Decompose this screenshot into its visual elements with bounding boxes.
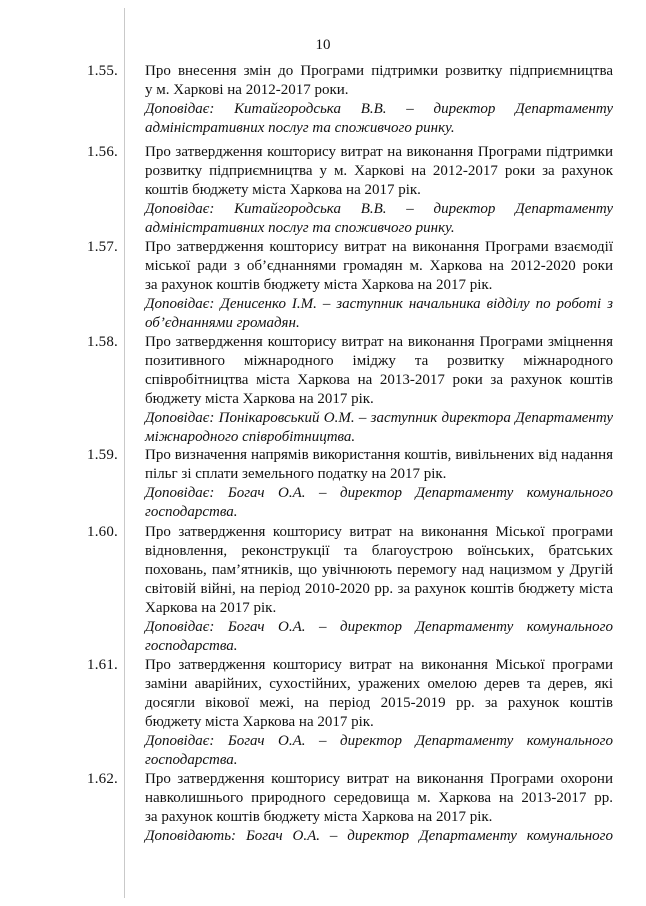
agenda-item-text-line: світовій війні, на період 2010-2020 рр. за рахунок коштів бюджету міста (145, 581, 613, 597)
agenda-item-speaker-line: Доповідає: Богач О.А. – директор Департаменту комунального (145, 619, 613, 635)
agenda-item-text-line: Про затвердження кошторису витрат на виконання Програми взаємодії (145, 239, 613, 255)
agenda-item-content (145, 62, 613, 138)
agenda-item-content (145, 523, 613, 656)
agenda-item-text-line: Про затвердження кошторису витрат на виконання Міської програми (145, 657, 613, 673)
agenda-item-text-line: у м. Харкові на 2012-2017 роки. (145, 82, 349, 98)
agenda-item-content (145, 656, 613, 770)
agenda-item-text-line: розвитку підприємництва у м. Харкові на 2012-2017 роки за рахунок (145, 163, 613, 179)
agenda-item-number: 1.59. (87, 447, 118, 463)
agenda-item-text-line: навколишнього природного середовища м. Харкова на 2013-2017 рр. (145, 790, 613, 806)
agenda-item-content (145, 238, 613, 333)
agenda-item-number: 1.55. (87, 63, 118, 79)
agenda-item-number: 1.62. (87, 771, 118, 787)
agenda-item-speaker-line: об’єднаннями громадян. (145, 315, 300, 331)
agenda-item-content (145, 333, 613, 447)
agenda-item-text-line: Про внесення змін до Програми підтримки розвитку підприємництва (145, 63, 613, 79)
agenda-item-text-line: співробітництва міста Харкова на 2013-2017 роки за рахунок коштів (145, 372, 613, 388)
agenda-item-speaker-line: Доповідає: Богач О.А. – директор Департаменту комунального (145, 733, 613, 749)
agenda-item-content (145, 446, 613, 522)
agenda-item-text-line: коштів бюджету міста Харкова на 2017 рік. (145, 182, 421, 198)
agenda-item-speaker-line: Доповідає: Денисенко І.М. – заступник начальника відділу по роботі з (145, 296, 613, 312)
agenda-item-text-line: поховань, пам’ятників, що увічнюють перемогу над нацизмом у Другій (145, 562, 613, 578)
agenda-item-text-line: відновлення, реконструкції та благоустрою воїнських, братських (145, 543, 613, 559)
agenda-item-text-line: за рахунок коштів бюджету міста Харкова на 2017 рік. (145, 809, 493, 825)
agenda-item-text-line: Про затвердження кошторису витрат на виконання Міської програми (145, 524, 613, 540)
agenda-item-speaker-line: Доповідає: Китайгородська В.В. – директор Департаменту (145, 101, 613, 117)
agenda-item-speaker-line: адміністративних послуг та споживчого ринку. (145, 220, 455, 236)
agenda-item-text-line: за рахунок коштів бюджету міста Харкова на 2017 рік. (145, 277, 493, 293)
agenda-item-text-line: заміни аварійних, сухостійних, уражених омелою дерев та дерев, які (145, 676, 613, 692)
agenda-item-text-line: досягли вікової межі, на період 2015-2019 рр. за рахунок коштів (145, 695, 613, 711)
agenda-item-text-line: міської ради з об’єднаннями громадян м. Харкова на 2012-2020 роки (145, 258, 613, 274)
agenda-item-text-line: Харкова на 2017 рік. (145, 600, 277, 616)
agenda-item-text-line: Про затвердження кошторису витрат на виконання Програми зміцнення (145, 334, 613, 350)
agenda-item-text-line: пільг зі сплати земельного податку на 2017 рік. (145, 466, 447, 482)
agenda-item-speaker-line: Доповідають: Богач О.А. – директор Департаменту комунального (145, 828, 613, 844)
agenda-item-speaker-line: Доповідає: Понікаровський О.М. – заступник директора Департаменту (145, 410, 613, 426)
agenda-item-text-line: бюджету міста Харкова на 2017 рік. (145, 391, 374, 407)
agenda-item-speaker-line: господарства. (145, 752, 238, 768)
agenda-item-content (145, 770, 613, 846)
agenda-item-text-line: Про затвердження кошторису витрат на виконання Програми охорони (145, 771, 613, 787)
agenda-item-number: 1.57. (87, 239, 118, 255)
agenda-item-speaker-line: господарства. (145, 638, 238, 654)
agenda-item-content (145, 143, 613, 238)
agenda-item-number: 1.58. (87, 334, 118, 350)
agenda-item-text-line: бюджету міста Харкова на 2017 рік. (145, 714, 374, 730)
agenda-item-number: 1.61. (87, 657, 118, 673)
page-number: 10 (315, 37, 331, 53)
agenda-item-number: 1.56. (87, 144, 118, 160)
agenda-item-text-line: Про затвердження кошторису витрат на виконання Програми підтримки (145, 144, 613, 160)
agenda-item-speaker-line: Доповідає: Китайгородська В.В. – директор Департаменту (145, 201, 613, 217)
agenda-item-text-line: Про визначення напрямів використання коштів, вивільнених від надання (145, 447, 613, 463)
agenda-item-speaker-line: господарства. (145, 504, 238, 520)
agenda-item-speaker-line: Доповідає: Богач О.А. – директор Департаменту комунального (145, 485, 613, 501)
margin-line (124, 8, 125, 898)
agenda-item-text-line: позитивного міжнародного іміджу та розвитку міжнародного (145, 353, 613, 369)
agenda-item-number: 1.60. (87, 524, 118, 540)
agenda-item-speaker-line: міжнародного співробітництва. (145, 429, 356, 445)
agenda-item-speaker-line: адміністративних послуг та споживчого ринку. (145, 120, 455, 136)
